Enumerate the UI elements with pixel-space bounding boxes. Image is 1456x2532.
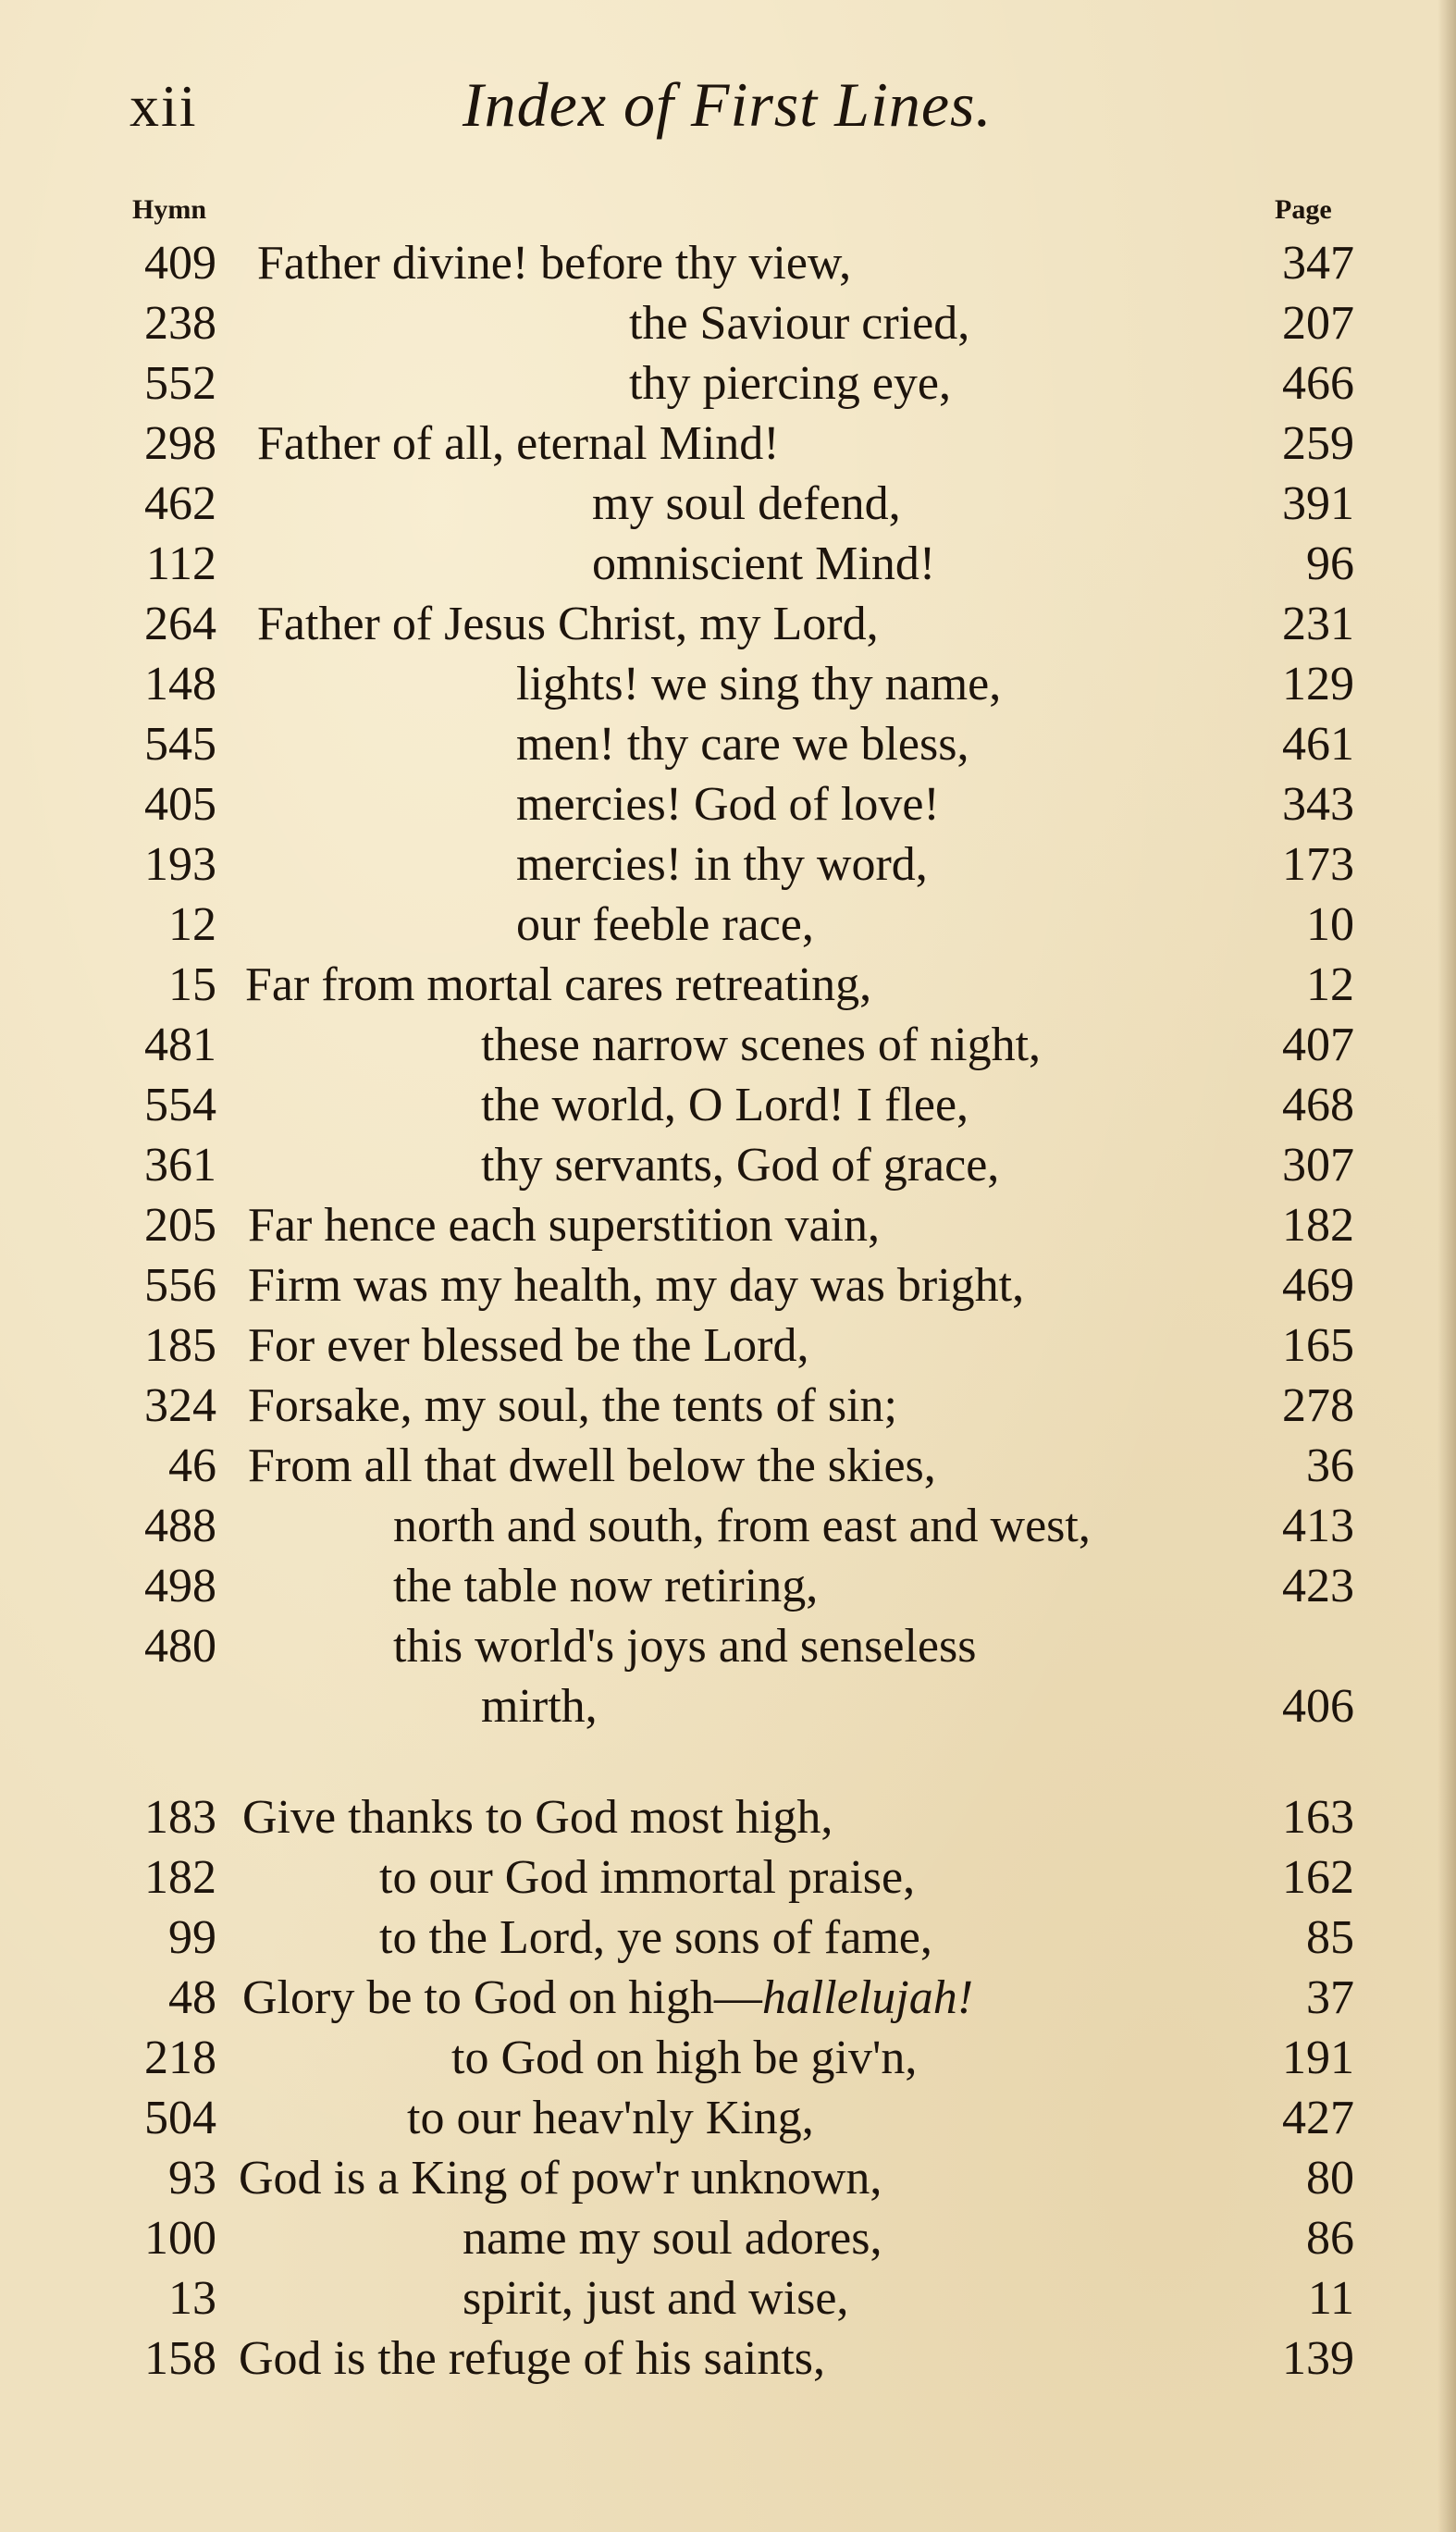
- page-ref: 139: [1282, 2332, 1354, 2385]
- index-entry: [0, 416, 1456, 472]
- first-line: my soul defend,: [592, 477, 901, 530]
- page-ref: 427: [1282, 2092, 1354, 2144]
- index-entry: [0, 657, 1456, 712]
- page-ref: 347: [1282, 237, 1354, 290]
- hymn-number: 552: [144, 357, 216, 410]
- page-ref: 461: [1282, 718, 1354, 771]
- first-line: to our God immortal praise,: [379, 1851, 916, 1904]
- first-line: name my soul adores,: [463, 2212, 882, 2265]
- index-entry: [0, 236, 1456, 291]
- index-entry: [0, 1679, 1456, 1735]
- page-ref: 12: [1306, 958, 1354, 1011]
- hymn-number: 361: [144, 1139, 216, 1192]
- index-entry: [0, 597, 1456, 652]
- first-line: to the Lord, ye sons of fame,: [379, 1911, 932, 1964]
- hymn-number: 324: [144, 1379, 216, 1432]
- page-ref: 207: [1282, 297, 1354, 350]
- index-entry: [0, 777, 1456, 833]
- page-ref: 343: [1282, 778, 1354, 831]
- first-line: mercies! God of love!: [516, 778, 940, 831]
- page-ref: 191: [1282, 2032, 1354, 2084]
- page-ref: 391: [1282, 477, 1354, 530]
- page-ref: 469: [1282, 1259, 1354, 1312]
- hymn-number: 193: [144, 838, 216, 891]
- first-line: our feeble race,: [516, 898, 814, 951]
- hymn-number: 554: [144, 1079, 216, 1131]
- first-line: spirit, just and wise,: [463, 2272, 849, 2325]
- page-ref: 165: [1282, 1319, 1354, 1372]
- hymn-number: 481: [144, 1019, 216, 1071]
- page-ref: 307: [1282, 1139, 1354, 1192]
- index-entry: [0, 1850, 1456, 1906]
- index-entry: [0, 537, 1456, 592]
- page-ref: 278: [1282, 1379, 1354, 1432]
- hymn-number: 48: [168, 1971, 216, 2024]
- hymn-number: 46: [168, 1439, 216, 1492]
- page-ref: 129: [1282, 658, 1354, 710]
- index-entry: [0, 897, 1456, 953]
- page-ref: 406: [1282, 1680, 1354, 1733]
- hymn-number: 112: [145, 537, 216, 590]
- first-line: Father of Jesus Christ, my Lord,: [257, 598, 879, 650]
- hymn-number: 182: [144, 1851, 216, 1904]
- page-ref: 86: [1306, 2212, 1354, 2265]
- hymn-number: 556: [144, 1259, 216, 1312]
- page-ref: 182: [1282, 1199, 1354, 1252]
- first-line: Firm was my health, my day was bright,: [248, 1259, 1025, 1312]
- first-line: From all that dwell below the skies,: [248, 1439, 936, 1492]
- hymn-number: 158: [144, 2332, 216, 2385]
- page-ref: 407: [1282, 1019, 1354, 1071]
- page-ref: 413: [1282, 1500, 1354, 1552]
- first-line: Glory be to God on high—hallelujah!: [242, 1971, 974, 2024]
- hymn-number: 100: [144, 2212, 216, 2265]
- first-line-italic: hallelujah!: [761, 1971, 974, 2024]
- page-ref: 162: [1282, 1851, 1354, 1904]
- index-entry: [0, 2211, 1456, 2266]
- first-line: Forsake, my soul, the tents of sin;: [248, 1379, 897, 1432]
- page-ref: 10: [1306, 898, 1354, 951]
- page-number: xii: [130, 73, 198, 139]
- index-entry: [0, 1619, 1456, 1674]
- index-entry: [0, 2271, 1456, 2327]
- first-line: to God on high be giv'n,: [451, 2032, 918, 2084]
- page-ref: 468: [1282, 1079, 1354, 1131]
- index-entry: [0, 2091, 1456, 2146]
- first-line: thy piercing eye,: [629, 357, 951, 410]
- hymn-number: 405: [144, 778, 216, 831]
- first-line: Father divine! before thy view,: [257, 237, 852, 290]
- hymn-column-header: Hymn: [132, 194, 207, 225]
- hymn-number: 205: [144, 1199, 216, 1252]
- first-line: this world's joys and senseless: [393, 1620, 977, 1673]
- hymn-number: 498: [144, 1560, 216, 1612]
- index-entry: [0, 957, 1456, 1013]
- page-ref: 80: [1306, 2152, 1354, 2205]
- hymn-number: 99: [168, 1911, 216, 1964]
- page-ref: 37: [1306, 1971, 1354, 2024]
- index-entry: [0, 717, 1456, 772]
- first-line: Give thanks to God most high,: [242, 1791, 833, 1844]
- page-ref: 173: [1282, 838, 1354, 891]
- index-entry: [0, 1198, 1456, 1254]
- hymn-number: 148: [144, 658, 216, 710]
- hymn-number: 545: [144, 718, 216, 771]
- index-entry: [0, 1970, 1456, 2026]
- hymn-number: 15: [168, 958, 216, 1011]
- index-entry: [0, 1790, 1456, 1846]
- first-line: north and south, from east and west,: [393, 1500, 1091, 1552]
- page-ref: 11: [1307, 2272, 1354, 2325]
- index-entry: [0, 1138, 1456, 1193]
- index-entry: [0, 476, 1456, 532]
- index-entry: [0, 2151, 1456, 2206]
- page-ref: 259: [1282, 417, 1354, 470]
- hymn-number: 264: [144, 598, 216, 650]
- first-line: For ever blessed be the Lord,: [248, 1319, 809, 1372]
- index-entry: [0, 1318, 1456, 1374]
- index-entry: [0, 356, 1456, 412]
- first-line: the table now retiring,: [393, 1560, 819, 1612]
- first-line: these narrow scenes of night,: [481, 1019, 1042, 1071]
- first-line: Far hence each superstition vain,: [248, 1199, 880, 1252]
- first-line: mercies! in thy word,: [516, 838, 928, 891]
- first-line: the Saviour cried,: [629, 297, 970, 350]
- first-line: men! thy care we bless,: [516, 718, 969, 771]
- index-entry: [0, 296, 1456, 352]
- index-entry: [0, 2331, 1456, 2387]
- page-ref: 85: [1306, 1911, 1354, 1964]
- first-line: Father of all, eternal Mind!: [257, 417, 780, 470]
- hymn-number: 298: [144, 417, 216, 470]
- index-entry: [0, 837, 1456, 893]
- index-entry: [0, 1018, 1456, 1073]
- index-entry: [0, 1258, 1456, 1314]
- page-ref: 231: [1282, 598, 1354, 650]
- index-entry: [0, 1499, 1456, 1554]
- running-title: Index of First Lines.: [463, 69, 993, 140]
- page-ref: 423: [1282, 1560, 1354, 1612]
- first-line: God is a King of pow'r unknown,: [239, 2152, 882, 2205]
- hymn-number: 218: [144, 2032, 216, 2084]
- page-ref: 36: [1306, 1439, 1354, 1492]
- page-ref: 163: [1282, 1791, 1354, 1844]
- first-line: omniscient Mind!: [592, 537, 936, 590]
- index-entry: [0, 1910, 1456, 1966]
- hymn-number: 13: [168, 2272, 216, 2325]
- index-entry: [0, 2031, 1456, 2086]
- first-line: mirth,: [481, 1680, 598, 1733]
- page-header: [130, 69, 1360, 165]
- first-line: Far from mortal cares retreating,: [245, 958, 872, 1011]
- hymn-number: 409: [144, 237, 216, 290]
- index-entry: [0, 1078, 1456, 1133]
- page-column-header: Page: [1275, 194, 1332, 225]
- first-line: thy servants, God of grace,: [481, 1139, 1000, 1192]
- hymn-number: 185: [144, 1319, 216, 1372]
- page-ref: 466: [1282, 357, 1354, 410]
- index-entry: [0, 1378, 1456, 1434]
- page-ref: 96: [1306, 537, 1354, 590]
- first-line: to our heav'nly King,: [407, 2092, 814, 2144]
- hymn-number: 238: [144, 297, 216, 350]
- hymn-number: 93: [168, 2152, 216, 2205]
- index-entry: [0, 1559, 1456, 1614]
- first-line: lights! we sing thy name,: [516, 658, 1002, 710]
- hymn-number: 488: [144, 1500, 216, 1552]
- first-line: God is the refuge of his saints,: [239, 2332, 826, 2385]
- index-entry: [0, 1439, 1456, 1494]
- hymn-number: 504: [144, 2092, 216, 2144]
- hymn-number: 183: [144, 1791, 216, 1844]
- hymn-number: 480: [144, 1620, 216, 1673]
- hymn-number: 462: [144, 477, 216, 530]
- hymn-number: 12: [168, 898, 216, 951]
- first-line: the world, O Lord! I flee,: [481, 1079, 969, 1131]
